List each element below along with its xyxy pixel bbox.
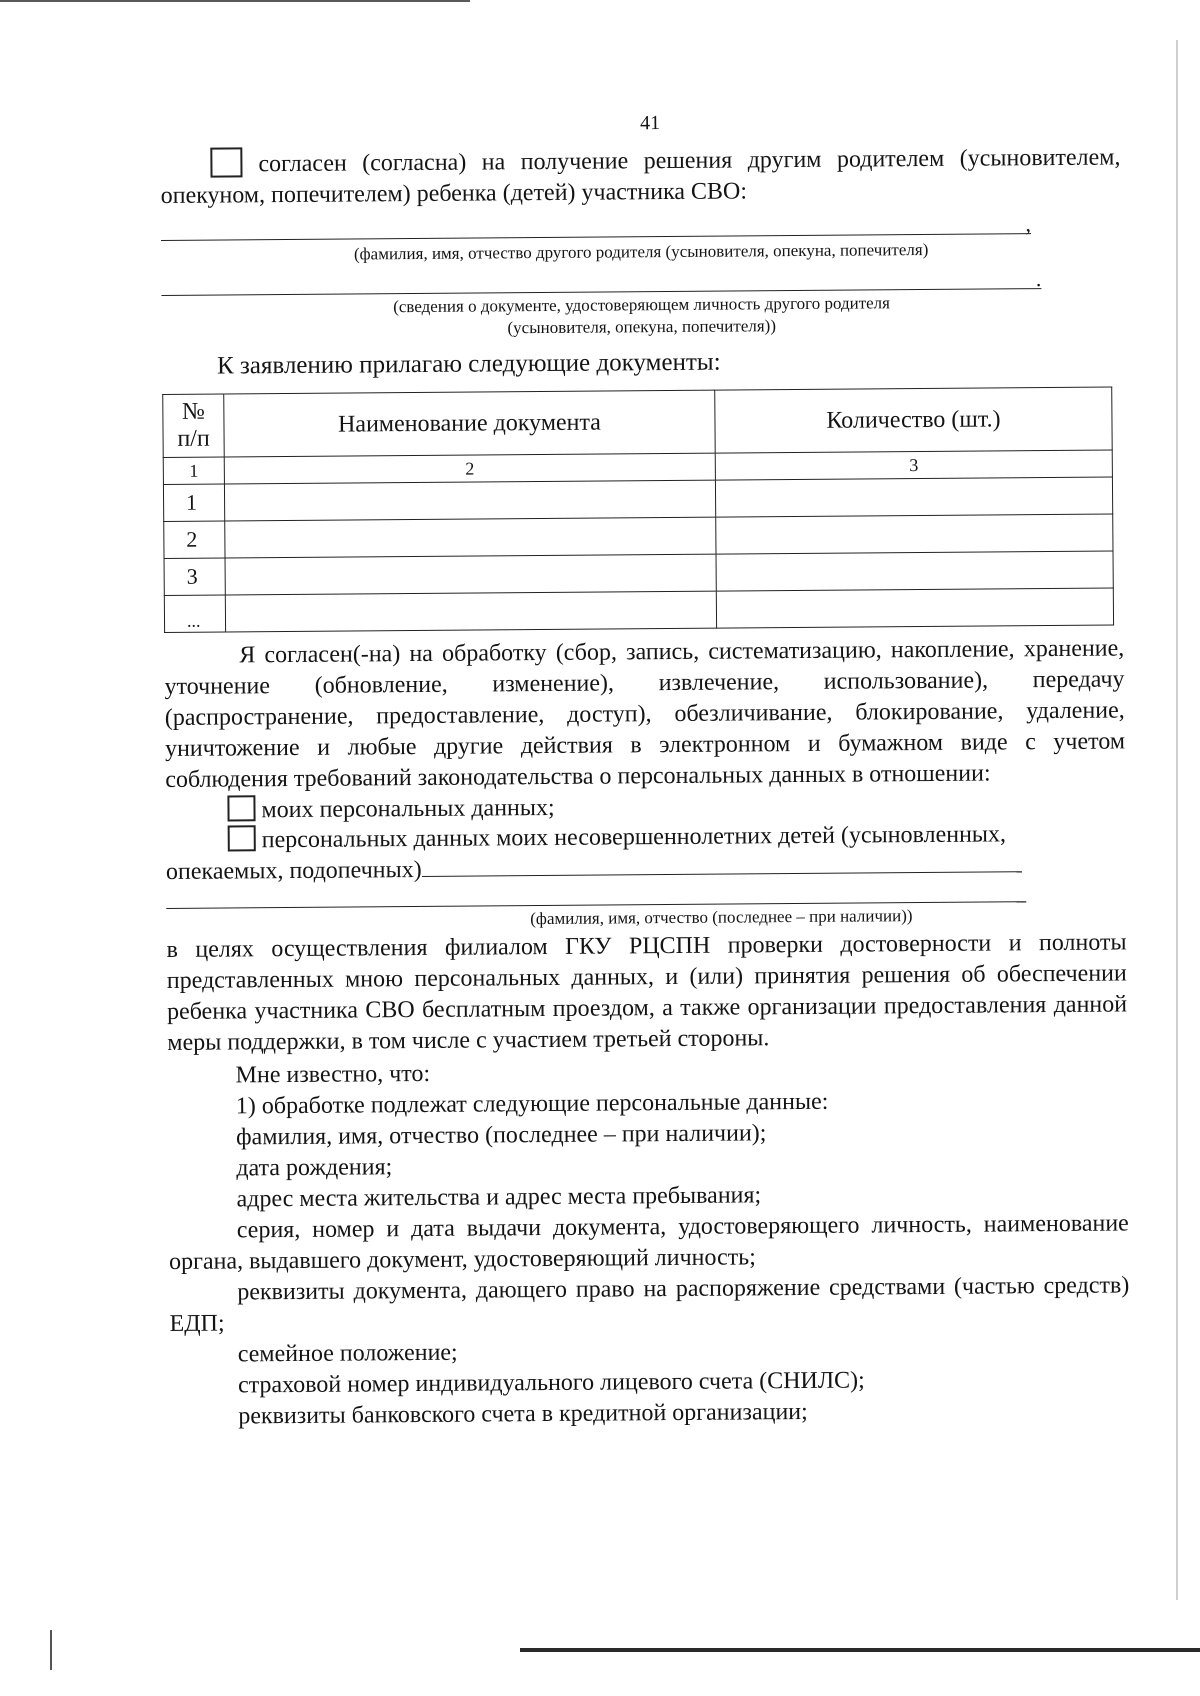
own-data-label: моих персональных данных; [261,794,555,824]
own-data-checkbox[interactable] [227,795,255,821]
consent-other-parent-paragraph [160,140,1120,212]
document-name-cell[interactable] [225,517,716,558]
quantity-cell[interactable] [715,477,1112,517]
data-item: фамилия, имя, отчество (последнее – при наличии); [235,1120,767,1151]
document-name-cell[interactable] [224,480,715,521]
other-parent-document-caption-line1: (сведения о документе, удостоверяющем личность другого родителя [393,293,891,317]
consent-other-parent-text: согласен (согласна) на получение решения другим родителем (усыновителем, опекуном, попечителем) ребенка (детей) участника СВО: [160,144,1121,209]
data-item: семейное положение; [237,1339,458,1368]
consent-other-parent-checkbox[interactable] [210,147,242,177]
table-header-row [163,387,1112,457]
data-item: адрес места жительства и адрес места пребывания; [236,1182,762,1213]
quantity-cell[interactable] [716,514,1113,554]
data-item-document: серия, номер и дата выдачи документа, удостоверяющего личность, наименование органа, выдавшего документ, удостоверяющий личность; [168,1210,1129,1275]
document-name-cell[interactable] [225,591,716,632]
data-item-requisites: реквизиты документа, дающего право на распоряжение средствами (частью средств) ЕДП; [169,1272,1130,1337]
line-end-period: . [1035,266,1042,292]
known-item-1: 1) обработке подлежат следующие персональные данные: [235,1088,829,1120]
header-document-name: Наименование документа [224,390,715,457]
personal-data-consent-text: Я согласен(-на) на обработку (сбор, запись, систематизацию, накопление, хранение, уточнение (обновление, изменение), извлечение, использование), передачу (распространение, предоставление, доступ), обезличивание, блокирование, удаление, уничтожение и любые другие действия в электронном и бумажном виде с учетом соблюдения требований законодательства о персональных данных в отношении: [164,635,1126,793]
children-names-field[interactable] [422,849,1022,877]
data-item: дата рождения; [236,1154,393,1182]
header-quantity: Количество (шт.) [715,387,1112,453]
data-item: реквизиты банковского счета в кредитной организации; [238,1398,808,1430]
scan-artifact-left [50,1630,52,1670]
other-parent-name-caption: (фамилия, имя, отчество другого родителя (усыновителя, опекуна, попечителя) [353,239,929,264]
scan-artifact-bottom [520,1648,1200,1652]
scan-artifact-right [1176,40,1178,1600]
header-number: № п/п [163,394,224,457]
known-intro: Мне известно, что: [235,1060,431,1089]
row-number: 1 [163,484,224,521]
line-end-comma: , [1025,211,1032,237]
table-row [164,588,1113,632]
children-names-caption: (фамилия, имя, отчество (последнее – при наличии)) [530,906,913,929]
scan-artifact-top [0,0,470,2]
subheader-cell: 1 [163,457,224,484]
purpose-paragraph: в целях осуществления филиалом ГКУ РЦСПН проверки достоверности и полноты представленных мною персональных данных, и (или) принятия решения об обеспечении ребенка участника СВО бесплатным проездом, а также организации предоставления данной меры поддержки, в том числе с участием третьей стороны. [166,929,1128,1056]
document-name-cell[interactable] [225,554,716,595]
row-number: ... [164,595,225,632]
other-parent-document-field[interactable] [161,262,1041,296]
quantity-cell[interactable] [716,588,1113,628]
other-parent-document-caption-line2: (усыновителя, опекуна, попечителя)) [507,316,777,338]
children-data-continuation-text: опекаемых, подопечных) [165,856,422,885]
quantity-cell[interactable] [716,551,1113,591]
subheader-cell: 3 [715,450,1112,480]
children-data-label: персональных данных моих несовершеннолетних детей (усыновленных, [261,821,1007,854]
attachments-table [162,387,1114,633]
row-number: 3 [164,558,225,595]
document-page [160,102,1130,1432]
row-number: 2 [164,521,225,558]
subheader-cell: 2 [224,453,715,484]
page-number: 41 [640,112,661,135]
attachments-title: К заявлению прилагаю следующие документы: [216,348,721,380]
other-parent-name-field[interactable] [161,207,1031,241]
data-item: страховой номер индивидуального лицевого счета (СНИЛС); [237,1367,865,1399]
children-data-checkbox[interactable] [228,825,256,851]
